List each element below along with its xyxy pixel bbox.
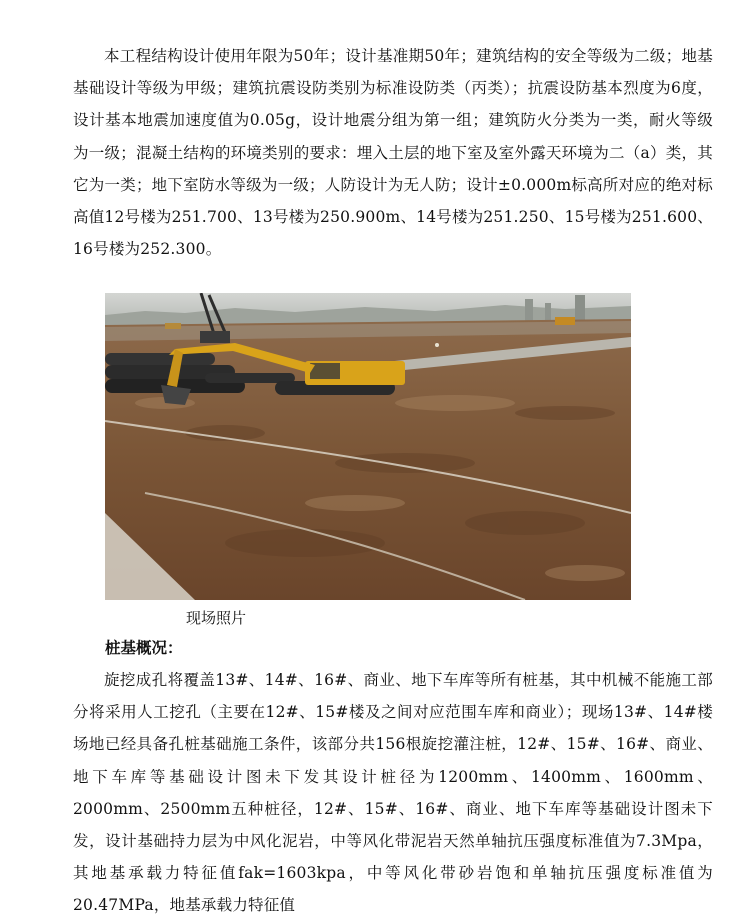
photo-caption: 现场照片 — [186, 609, 247, 627]
section-heading: 桩基概况： — [105, 638, 183, 657]
intro-paragraph: 本工程结构设计使用年限为50年；设计基准期50年；建筑结构的安全等级为二级；地基基础设计等级为甲级；建筑抗震设防类别为标准设防类（丙类）；抗震设防基本烈度为6度，设计基本地震加速度值为0.05g，设计地震分组为第一组；建筑防火分类为一类，耐火等级为一级；混凝土结构的环境类别的要求：埋入土层的地下室及室外露天环境为二（a）类，其它为一类；地下室防水等级为一级；人防设计为无人防；设计±0.000m标高所对应的绝对标高值12号楼为251.700、13号楼为250.900m、14号楼为251.250、15号楼为251.600、16号楼为252.300。 — [73, 47, 713, 259]
pile-paragraph: 旋挖成孔将覆盖13#、14#、16#、商业、地下车库等所有桩基，其中机械不能施工部分将采用人工挖孔（主要在12#、15#楼及之间对应范围车库和商业）；现场13#、14#楼场地已经具备孔桩基础施工条件，该部分共156根旋挖灌注桩，12#、15#、16#、商业、地下车库等基础设计图未下发其设计桩径为1200mm、1400mm、1600mm、2000mm、2500mm五种桩径，12#、15#、16#、商业、地下车库等基础设计图未下发，设计基础持力层为中风化泥岩，中等风化带泥岩天然单轴抗压强度标准值为7.3Mpa，其地基承载力特征值fak=1603kpa，中等风化带砂岩饱和单轴抗压强度标准值为20.47MPa，地基承载力特征值 — [73, 671, 713, 915]
site-photo-illustration — [105, 293, 631, 600]
site-photo — [105, 293, 631, 600]
